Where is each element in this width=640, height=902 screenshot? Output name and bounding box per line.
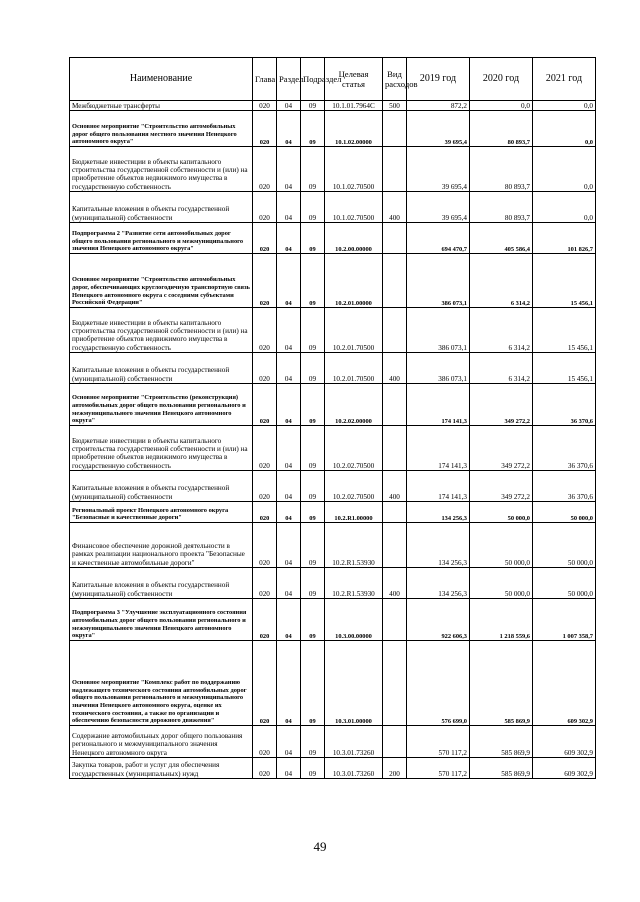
cell-section: 04 xyxy=(277,471,301,502)
table-row xyxy=(70,568,596,599)
cell-subsection: 09 xyxy=(301,568,325,599)
cell-2021: 36 370,6 xyxy=(533,471,596,502)
cell-section: 04 xyxy=(277,426,301,471)
cell-subsection: 09 xyxy=(301,471,325,502)
cell-section: 04 xyxy=(277,726,301,758)
cell-2020: 80 893,7 xyxy=(470,147,533,192)
cell-chapter: 020 xyxy=(253,147,277,192)
cell-target: 10.3.01.00000 xyxy=(325,641,383,726)
cell-2021: 15 456,1 xyxy=(533,308,596,353)
cell-expense-type xyxy=(383,147,407,192)
cell-chapter: 020 xyxy=(253,426,277,471)
cell-target: 10.1.02.00000 xyxy=(325,111,383,147)
cell-subsection: 09 xyxy=(301,192,325,223)
cell-target: 10.1.02.70500 xyxy=(325,147,383,192)
cell-section: 04 xyxy=(277,641,301,726)
cell-subsection: 09 xyxy=(301,599,325,641)
cell-name: Содержание автомобильных дорог общего пользования регионального и межмуниципального значения Ненецкого автономного округа xyxy=(70,726,253,758)
cell-expense-type xyxy=(383,111,407,147)
cell-chapter: 020 xyxy=(253,192,277,223)
cell-expense-type xyxy=(383,523,407,568)
cell-section: 04 xyxy=(277,101,301,111)
cell-expense-type: 400 xyxy=(383,471,407,502)
cell-2020: 80 893,7 xyxy=(470,111,533,147)
cell-expense-type xyxy=(383,599,407,641)
cell-2020: 585 869,9 xyxy=(470,726,533,758)
cell-subsection: 09 xyxy=(301,426,325,471)
table-row xyxy=(70,599,596,641)
cell-2021: 609 302,9 xyxy=(533,726,596,758)
cell-subsection: 09 xyxy=(301,308,325,353)
cell-name: Финансовое обеспечение дорожной деятельности в рамках реализации национального проекта "Безопасные и качественные автомобильные дороги" xyxy=(70,523,253,568)
cell-2019: 386 073,1 xyxy=(407,353,470,384)
table-row xyxy=(70,726,596,758)
header-subsection: Подраздел xyxy=(301,58,325,101)
cell-2021: 50 000,0 xyxy=(533,568,596,599)
cell-target: 10.1.01.7964С xyxy=(325,101,383,111)
cell-expense-type xyxy=(383,502,407,523)
cell-name: Межбюджетные трансферты xyxy=(70,101,253,111)
cell-2021: 0,0 xyxy=(533,111,596,147)
table-row xyxy=(70,101,596,111)
cell-2019: 570 117,2 xyxy=(407,758,470,779)
cell-chapter: 020 xyxy=(253,726,277,758)
cell-target: 10.2.R1.00000 xyxy=(325,502,383,523)
cell-section: 04 xyxy=(277,353,301,384)
table-row xyxy=(70,758,596,779)
header-name: Наименование xyxy=(70,58,253,101)
table-row xyxy=(70,192,596,223)
cell-target: 10.2.R1.53930 xyxy=(325,523,383,568)
cell-section: 04 xyxy=(277,758,301,779)
cell-2021: 50 000,0 xyxy=(533,523,596,568)
cell-2019: 134 256,3 xyxy=(407,502,470,523)
cell-target: 10.2.00.00000 xyxy=(325,223,383,254)
cell-chapter: 020 xyxy=(253,523,277,568)
cell-subsection: 09 xyxy=(301,147,325,192)
cell-name: Основное мероприятие "Строительство автомобильных дорог, обеспечивающих круглогодичную транспортную связь Ненецкого автономного округа с соседними субъектами Российской Федерации" xyxy=(70,254,253,308)
page-number: 49 xyxy=(313,839,327,854)
cell-2019: 134 256,3 xyxy=(407,568,470,599)
table-row xyxy=(70,384,596,426)
cell-2019: 174 141,3 xyxy=(407,471,470,502)
cell-2021: 609 302,9 xyxy=(533,758,596,779)
cell-subsection: 09 xyxy=(301,353,325,384)
cell-section: 04 xyxy=(277,523,301,568)
cell-expense-type xyxy=(383,223,407,254)
cell-section: 04 xyxy=(277,111,301,147)
cell-2020: 50 000,0 xyxy=(470,568,533,599)
cell-2019: 570 117,2 xyxy=(407,726,470,758)
header-section: Раздел xyxy=(277,58,301,101)
cell-subsection: 09 xyxy=(301,223,325,254)
cell-expense-type: 400 xyxy=(383,568,407,599)
table-row xyxy=(70,641,596,726)
table-row xyxy=(70,111,596,147)
cell-subsection: 09 xyxy=(301,523,325,568)
cell-target: 10.1.02.70500 xyxy=(325,192,383,223)
cell-2021: 101 826,7 xyxy=(533,223,596,254)
cell-name: Капитальные вложения в объекты государственной (муниципальной) собственности xyxy=(70,471,253,502)
cell-chapter: 020 xyxy=(253,308,277,353)
cell-target: 10.3.01.73260 xyxy=(325,726,383,758)
cell-2020: 50 000,0 xyxy=(470,523,533,568)
cell-2020: 80 893,7 xyxy=(470,192,533,223)
cell-2020: 0,0 xyxy=(470,101,533,111)
cell-2020: 1 218 559,6 xyxy=(470,599,533,641)
cell-2019: 174 141,3 xyxy=(407,426,470,471)
header-2019: 2019 год xyxy=(407,58,470,101)
table-row xyxy=(70,308,596,353)
cell-2019: 386 073,1 xyxy=(407,254,470,308)
cell-2021: 0,0 xyxy=(533,192,596,223)
cell-2019: 39 695,4 xyxy=(407,111,470,147)
cell-2019: 39 695,4 xyxy=(407,147,470,192)
table-row xyxy=(70,254,596,308)
cell-subsection: 09 xyxy=(301,111,325,147)
cell-name: Подпрограмма 3 "Улучшение эксплуатационного состояния автомобильных дорог общего пользования регионального и межмуниципального значения Ненецкого автономного округа" xyxy=(70,599,253,641)
header-chapter: Глава xyxy=(253,58,277,101)
cell-section: 04 xyxy=(277,308,301,353)
cell-name: Региональный проект Ненецкого автономного округа "Безопасные и качественные дороги" xyxy=(70,502,253,523)
table-row xyxy=(70,471,596,502)
cell-2019: 174 141,3 xyxy=(407,384,470,426)
cell-2020: 585 869,9 xyxy=(470,758,533,779)
table-row xyxy=(70,502,596,523)
cell-name: Капитальные вложения в объекты государственной (муниципальной) собственности xyxy=(70,192,253,223)
cell-2021: 1 007 358,7 xyxy=(533,599,596,641)
cell-subsection: 09 xyxy=(301,101,325,111)
cell-chapter: 020 xyxy=(253,641,277,726)
cell-target: 10.2.01.70500 xyxy=(325,353,383,384)
cell-subsection: 09 xyxy=(301,726,325,758)
cell-2021: 0,0 xyxy=(533,147,596,192)
cell-section: 04 xyxy=(277,568,301,599)
cell-2019: 134 256,3 xyxy=(407,523,470,568)
cell-2020: 6 314,2 xyxy=(470,254,533,308)
cell-expense-type xyxy=(383,254,407,308)
table-row xyxy=(70,353,596,384)
table-body xyxy=(70,101,596,779)
cell-expense-type xyxy=(383,384,407,426)
table-header-row xyxy=(70,58,596,101)
cell-target: 10.2.02.00000 xyxy=(325,384,383,426)
cell-chapter: 020 xyxy=(253,471,277,502)
cell-chapter: 020 xyxy=(253,353,277,384)
cell-chapter: 020 xyxy=(253,384,277,426)
cell-2020: 349 272,2 xyxy=(470,426,533,471)
cell-target: 10.3.00.00000 xyxy=(325,599,383,641)
cell-section: 04 xyxy=(277,599,301,641)
cell-name: Бюджетные инвестиции в объекты капитального строительства государственной собственности и (или) на приобретение объектов недвижимого имущества в государственную собственность xyxy=(70,426,253,471)
cell-target: 10.2.02.70500 xyxy=(325,471,383,502)
header-2020: 2020 год xyxy=(470,58,533,101)
budget-table-sheet xyxy=(69,57,595,779)
cell-expense-type: 200 xyxy=(383,758,407,779)
cell-2019: 922 606,3 xyxy=(407,599,470,641)
cell-name: Капитальные вложения в объекты государственной (муниципальной) собственности xyxy=(70,353,253,384)
cell-chapter: 020 xyxy=(253,758,277,779)
cell-target: 10.3.01.73260 xyxy=(325,758,383,779)
cell-section: 04 xyxy=(277,502,301,523)
cell-target: 10.2.R1.53930 xyxy=(325,568,383,599)
cell-2021: 15 456,1 xyxy=(533,254,596,308)
cell-subsection: 09 xyxy=(301,384,325,426)
table-row xyxy=(70,223,596,254)
cell-expense-type: 400 xyxy=(383,192,407,223)
cell-section: 04 xyxy=(277,147,301,192)
cell-2019: 39 695,4 xyxy=(407,192,470,223)
cell-2020: 6 314,2 xyxy=(470,308,533,353)
cell-2020: 349 272,2 xyxy=(470,384,533,426)
cell-name: Основное мероприятие "Комплекс работ по поддержанию надлежащего технического состояния автомобильных дорог общего пользования регионального и межмуниципального значения Ненецкого автономного округа, оценке их технического состояния, а также по организации и обеспечению безопасности дорожного движения" xyxy=(70,641,253,726)
cell-chapter: 020 xyxy=(253,568,277,599)
cell-chapter: 020 xyxy=(253,502,277,523)
cell-name: Основное мероприятие "Строительство автомобильных дорог общего пользования местного значения Ненецкого автономного округа" xyxy=(70,111,253,147)
cell-chapter: 020 xyxy=(253,254,277,308)
cell-name: Бюджетные инвестиции в объекты капитального строительства государственной собственности и (или) на приобретение объектов недвижимого имущества в государственную собственность xyxy=(70,308,253,353)
cell-name: Капитальные вложения в объекты государственной (муниципальной) собственности xyxy=(70,568,253,599)
cell-2021: 36 370,6 xyxy=(533,384,596,426)
cell-2020: 50 000,0 xyxy=(470,502,533,523)
cell-section: 04 xyxy=(277,192,301,223)
cell-expense-type: 500 xyxy=(383,101,407,111)
cell-target: 10.2.01.70500 xyxy=(325,308,383,353)
cell-chapter: 020 xyxy=(253,111,277,147)
cell-subsection: 09 xyxy=(301,502,325,523)
table-row xyxy=(70,523,596,568)
cell-2020: 585 869,9 xyxy=(470,641,533,726)
cell-2020: 405 586,4 xyxy=(470,223,533,254)
cell-expense-type xyxy=(383,308,407,353)
cell-chapter: 020 xyxy=(253,101,277,111)
cell-name: Подпрограмма 2 "Развитие сети автомобильных дорог общего пользования регионального и межмуниципального значения Ненецкого автономного округа" xyxy=(70,223,253,254)
header-expense-type: Вид расходов xyxy=(383,58,407,101)
cell-subsection: 09 xyxy=(301,758,325,779)
budget-table xyxy=(69,57,596,779)
cell-section: 04 xyxy=(277,223,301,254)
cell-subsection: 09 xyxy=(301,254,325,308)
cell-name: Основное мероприятие "Строительство (реконструкция) автомобильных дорог общего пользования регионального и межмуниципального значения Ненецкого автономного округа" xyxy=(70,384,253,426)
cell-expense-type xyxy=(383,726,407,758)
cell-2020: 6 314,2 xyxy=(470,353,533,384)
cell-2019: 694 470,7 xyxy=(407,223,470,254)
cell-2021: 15 456,1 xyxy=(533,353,596,384)
cell-2019: 872,2 xyxy=(407,101,470,111)
cell-subsection: 09 xyxy=(301,641,325,726)
cell-target: 10.2.01.00000 xyxy=(325,254,383,308)
cell-2020: 349 272,2 xyxy=(470,471,533,502)
cell-2019: 576 699,0 xyxy=(407,641,470,726)
cell-name: Закупка товаров, работ и услуг для обеспечения государственных (муниципальных) нужд xyxy=(70,758,253,779)
cell-2019: 386 073,1 xyxy=(407,308,470,353)
cell-expense-type: 400 xyxy=(383,353,407,384)
cell-chapter: 020 xyxy=(253,223,277,254)
cell-2021: 609 302,9 xyxy=(533,641,596,726)
cell-expense-type xyxy=(383,641,407,726)
cell-section: 04 xyxy=(277,254,301,308)
cell-2021: 36 370,6 xyxy=(533,426,596,471)
header-target: Целевая статья xyxy=(325,58,383,101)
cell-target: 10.2.02.70500 xyxy=(325,426,383,471)
table-row xyxy=(70,426,596,471)
cell-section: 04 xyxy=(277,384,301,426)
cell-chapter: 020 xyxy=(253,599,277,641)
cell-2021: 50 000,0 xyxy=(533,502,596,523)
table-row xyxy=(70,147,596,192)
cell-2021: 0,0 xyxy=(533,101,596,111)
cell-name: Бюджетные инвестиции в объекты капитального строительства государственной собственности и (или) на приобретение объектов недвижимого имущества в государственную собственность xyxy=(70,147,253,192)
cell-expense-type xyxy=(383,426,407,471)
header-2021: 2021 год xyxy=(533,58,596,101)
